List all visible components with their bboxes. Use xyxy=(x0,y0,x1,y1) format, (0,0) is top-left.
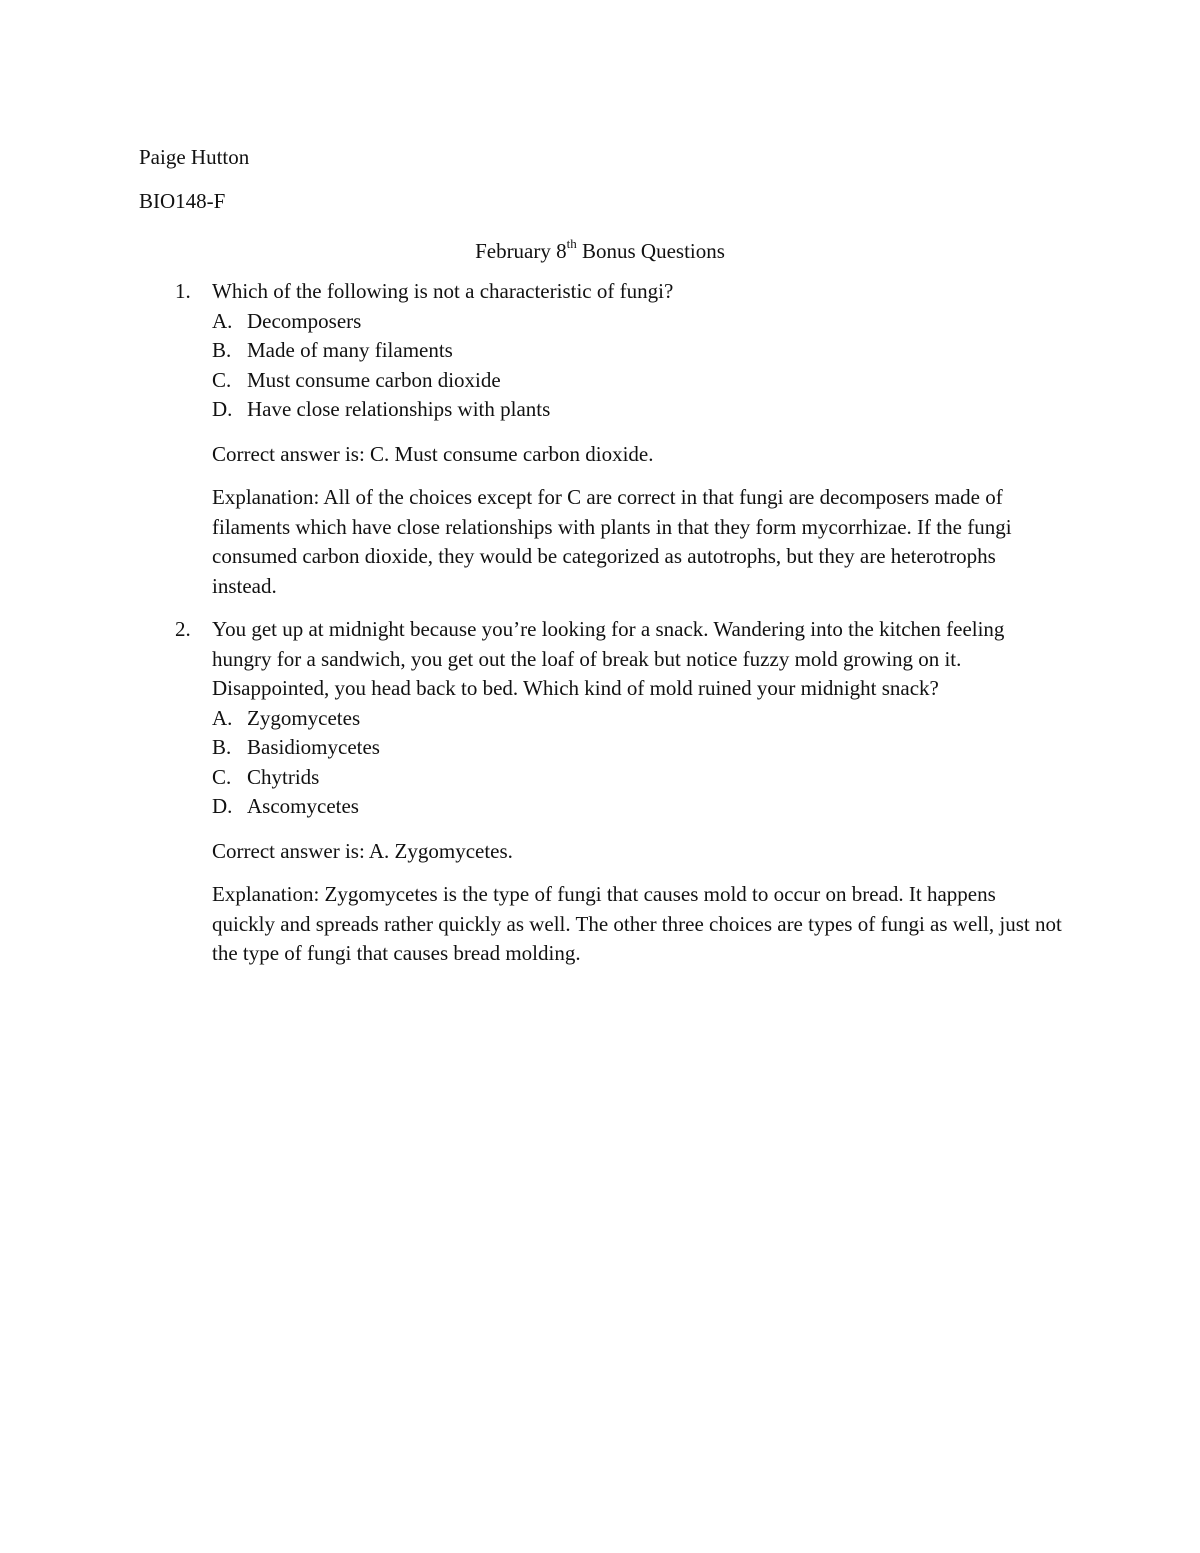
question-body xyxy=(212,277,1062,601)
option-letter: C. xyxy=(212,764,232,789)
answer-options xyxy=(212,307,1062,425)
option-letter: D. xyxy=(212,397,233,421)
question-body xyxy=(212,615,1062,969)
option-b xyxy=(212,336,1062,366)
option-text: Must consume carbon dioxide xyxy=(247,367,501,392)
title-prefix: February 8 xyxy=(475,239,567,263)
title-suffix: Bonus Questions xyxy=(576,239,725,263)
option-text: Zygomycetes xyxy=(247,705,361,730)
option-text: Have close relationships with plants xyxy=(247,397,551,421)
option-text: Decomposers xyxy=(247,308,362,333)
option-letter: D. xyxy=(212,794,233,818)
option-c xyxy=(212,763,1062,793)
explanation: Explanation: All of the choices except for C are correct in that fungi are decomposers made of filaments which have close relationships with plants in that they form mycorrhizae. If the fungi consumed carbon dioxide, they would be categorized as autotrophs, but they are heterotrophs instead. xyxy=(212,485,1012,598)
option-text: Ascomycetes xyxy=(247,794,359,818)
option-letter: A. xyxy=(212,705,233,730)
answer-options xyxy=(212,704,1062,822)
option-b xyxy=(212,733,1062,763)
option-c xyxy=(212,366,1062,396)
question-text: Which of the following is not a characteristic of fungi? xyxy=(212,279,674,303)
title-superscript: th xyxy=(566,236,577,251)
question-text: You get up at midnight because you’re looking for a snack. Wandering into the kitchen feeling hungry for a sandwich, you get out the loaf of break but notice fuzzy mold growing on it. Disappointed, you head back to bed. Which kind of mold ruined your midnight snack? xyxy=(212,617,1005,700)
option-text: Made of many filaments xyxy=(247,338,453,362)
option-a xyxy=(212,704,1062,734)
option-letter: A. xyxy=(212,308,233,333)
option-d xyxy=(212,395,1062,425)
question-number: 2. xyxy=(175,617,191,641)
option-a xyxy=(212,307,1062,337)
option-text: Chytrids xyxy=(247,764,320,789)
course-code: BIO148-F xyxy=(139,189,226,213)
explanation: Explanation: Zygomycetes is the type of fungi that causes mold to occur on bread. It happens quickly and spreads rather quickly as well. The other three choices are types of fungi as well, just not the type of fungi that causes bread molding. xyxy=(212,882,1062,965)
option-letter: C. xyxy=(212,367,232,392)
page-title xyxy=(0,231,1200,267)
question-number: 1. xyxy=(175,279,191,303)
option-letter: B. xyxy=(212,338,232,362)
correct-answer: Correct answer is: A. Zygomycetes. xyxy=(212,838,513,863)
correct-answer: Correct answer is: C. Must consume carbon dioxide. xyxy=(212,441,654,466)
option-letter: B. xyxy=(212,735,232,759)
option-text: Basidiomycetes xyxy=(247,735,380,759)
option-d xyxy=(212,792,1062,822)
author-name: Paige Hutton xyxy=(139,145,250,169)
